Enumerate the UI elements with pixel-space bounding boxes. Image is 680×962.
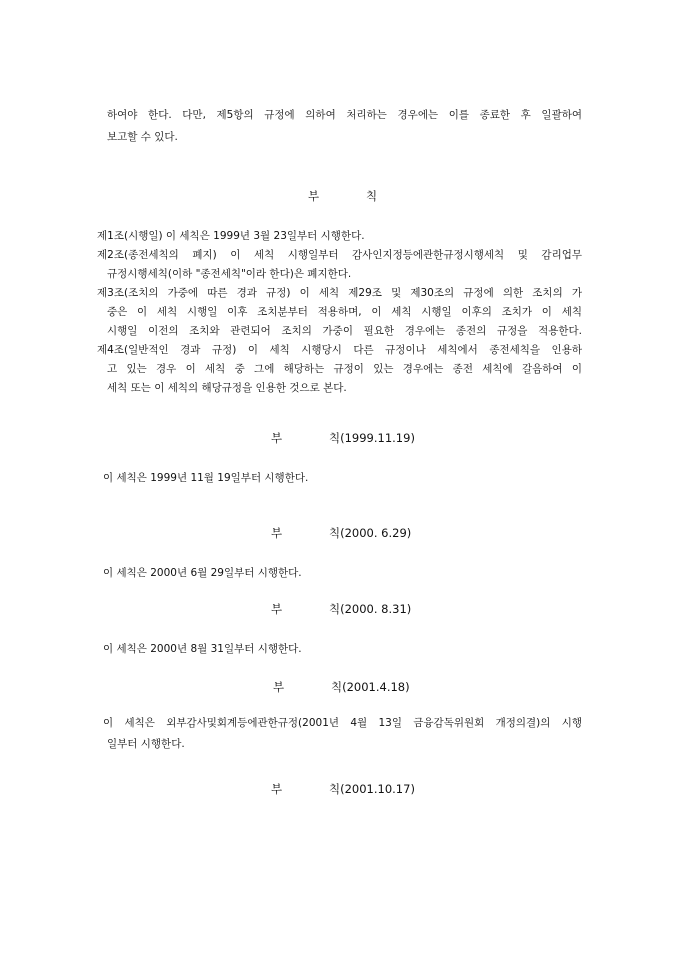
section-body-line: 일부터 시행한다. <box>107 738 185 750</box>
section-body-line: 이 세칙은 외부감사및회계등에관한규정(2001년 4월 13일 금융감독위원회 개정의결)의 시행 <box>103 717 582 729</box>
section-heading: 부 칙(2001.10.17) <box>271 782 415 796</box>
article-3-line: 중은 이 세칙 시행일 이후 조치분부터 적용하며, 이 세칙 시행일 이후의 조치가 이 세칙 <box>107 306 582 318</box>
article-4-line: 제4조(일반적인 경과 규정) 이 세칙 시행당시 다른 규정이나 세칙에서 종전세칙을 인용하 <box>97 344 582 356</box>
section-heading: 부 칙(2001.4.18) <box>273 680 410 694</box>
article-1: 제1조(시행일) 이 세칙은 1999년 3월 23일부터 시행한다. <box>97 230 365 242</box>
paragraph-line: 하여야 한다. 다만, 제5항의 규정에 의하여 처리하는 경우에는 이를 종료한 후 일괄하여 <box>107 109 582 121</box>
article-2-line: 규정시행세칙(이하 "종전세칙"이라 한다)은 폐지한다. <box>107 268 352 280</box>
article-4-line: 고 있는 경우 이 세칙 중 그에 해당하는 규정이 있는 경우에는 종전 세칙에 갈음하여 이 <box>107 363 582 375</box>
article-2-line: 제2조(종전세칙의 폐지) 이 세칙 시행일부터 감사인지정등에관한규정시행세칙 및 감리업무 <box>97 249 582 261</box>
section-body: 이 세칙은 1999년 11월 19일부터 시행한다. <box>103 472 309 484</box>
section-heading: 부 칙 <box>308 189 378 203</box>
article-4-line: 세칙 또는 이 세칙의 해당규정을 인용한 것으로 본다. <box>107 382 347 394</box>
article-3-line: 시행일 이전의 조치와 관련되어 조치의 가중이 필요한 경우에는 종전의 규정을 적용한다. <box>107 325 582 337</box>
section-heading: 부 칙(2000. 6.29) <box>271 526 412 540</box>
paragraph-line: 보고할 수 있다. <box>107 131 178 143</box>
section-heading: 부 칙(1999.11.19) <box>271 431 415 445</box>
article-3-line: 제3조(조치의 가중에 따른 경과 규정) 이 세칙 제29조 및 제30조의 규정에 의한 조치의 가 <box>97 287 582 299</box>
section-body: 이 세칙은 2000년 8월 31일부터 시행한다. <box>103 643 302 655</box>
section-heading: 부 칙(2000. 8.31) <box>271 602 412 616</box>
section-body: 이 세칙은 2000년 6월 29일부터 시행한다. <box>103 567 302 579</box>
